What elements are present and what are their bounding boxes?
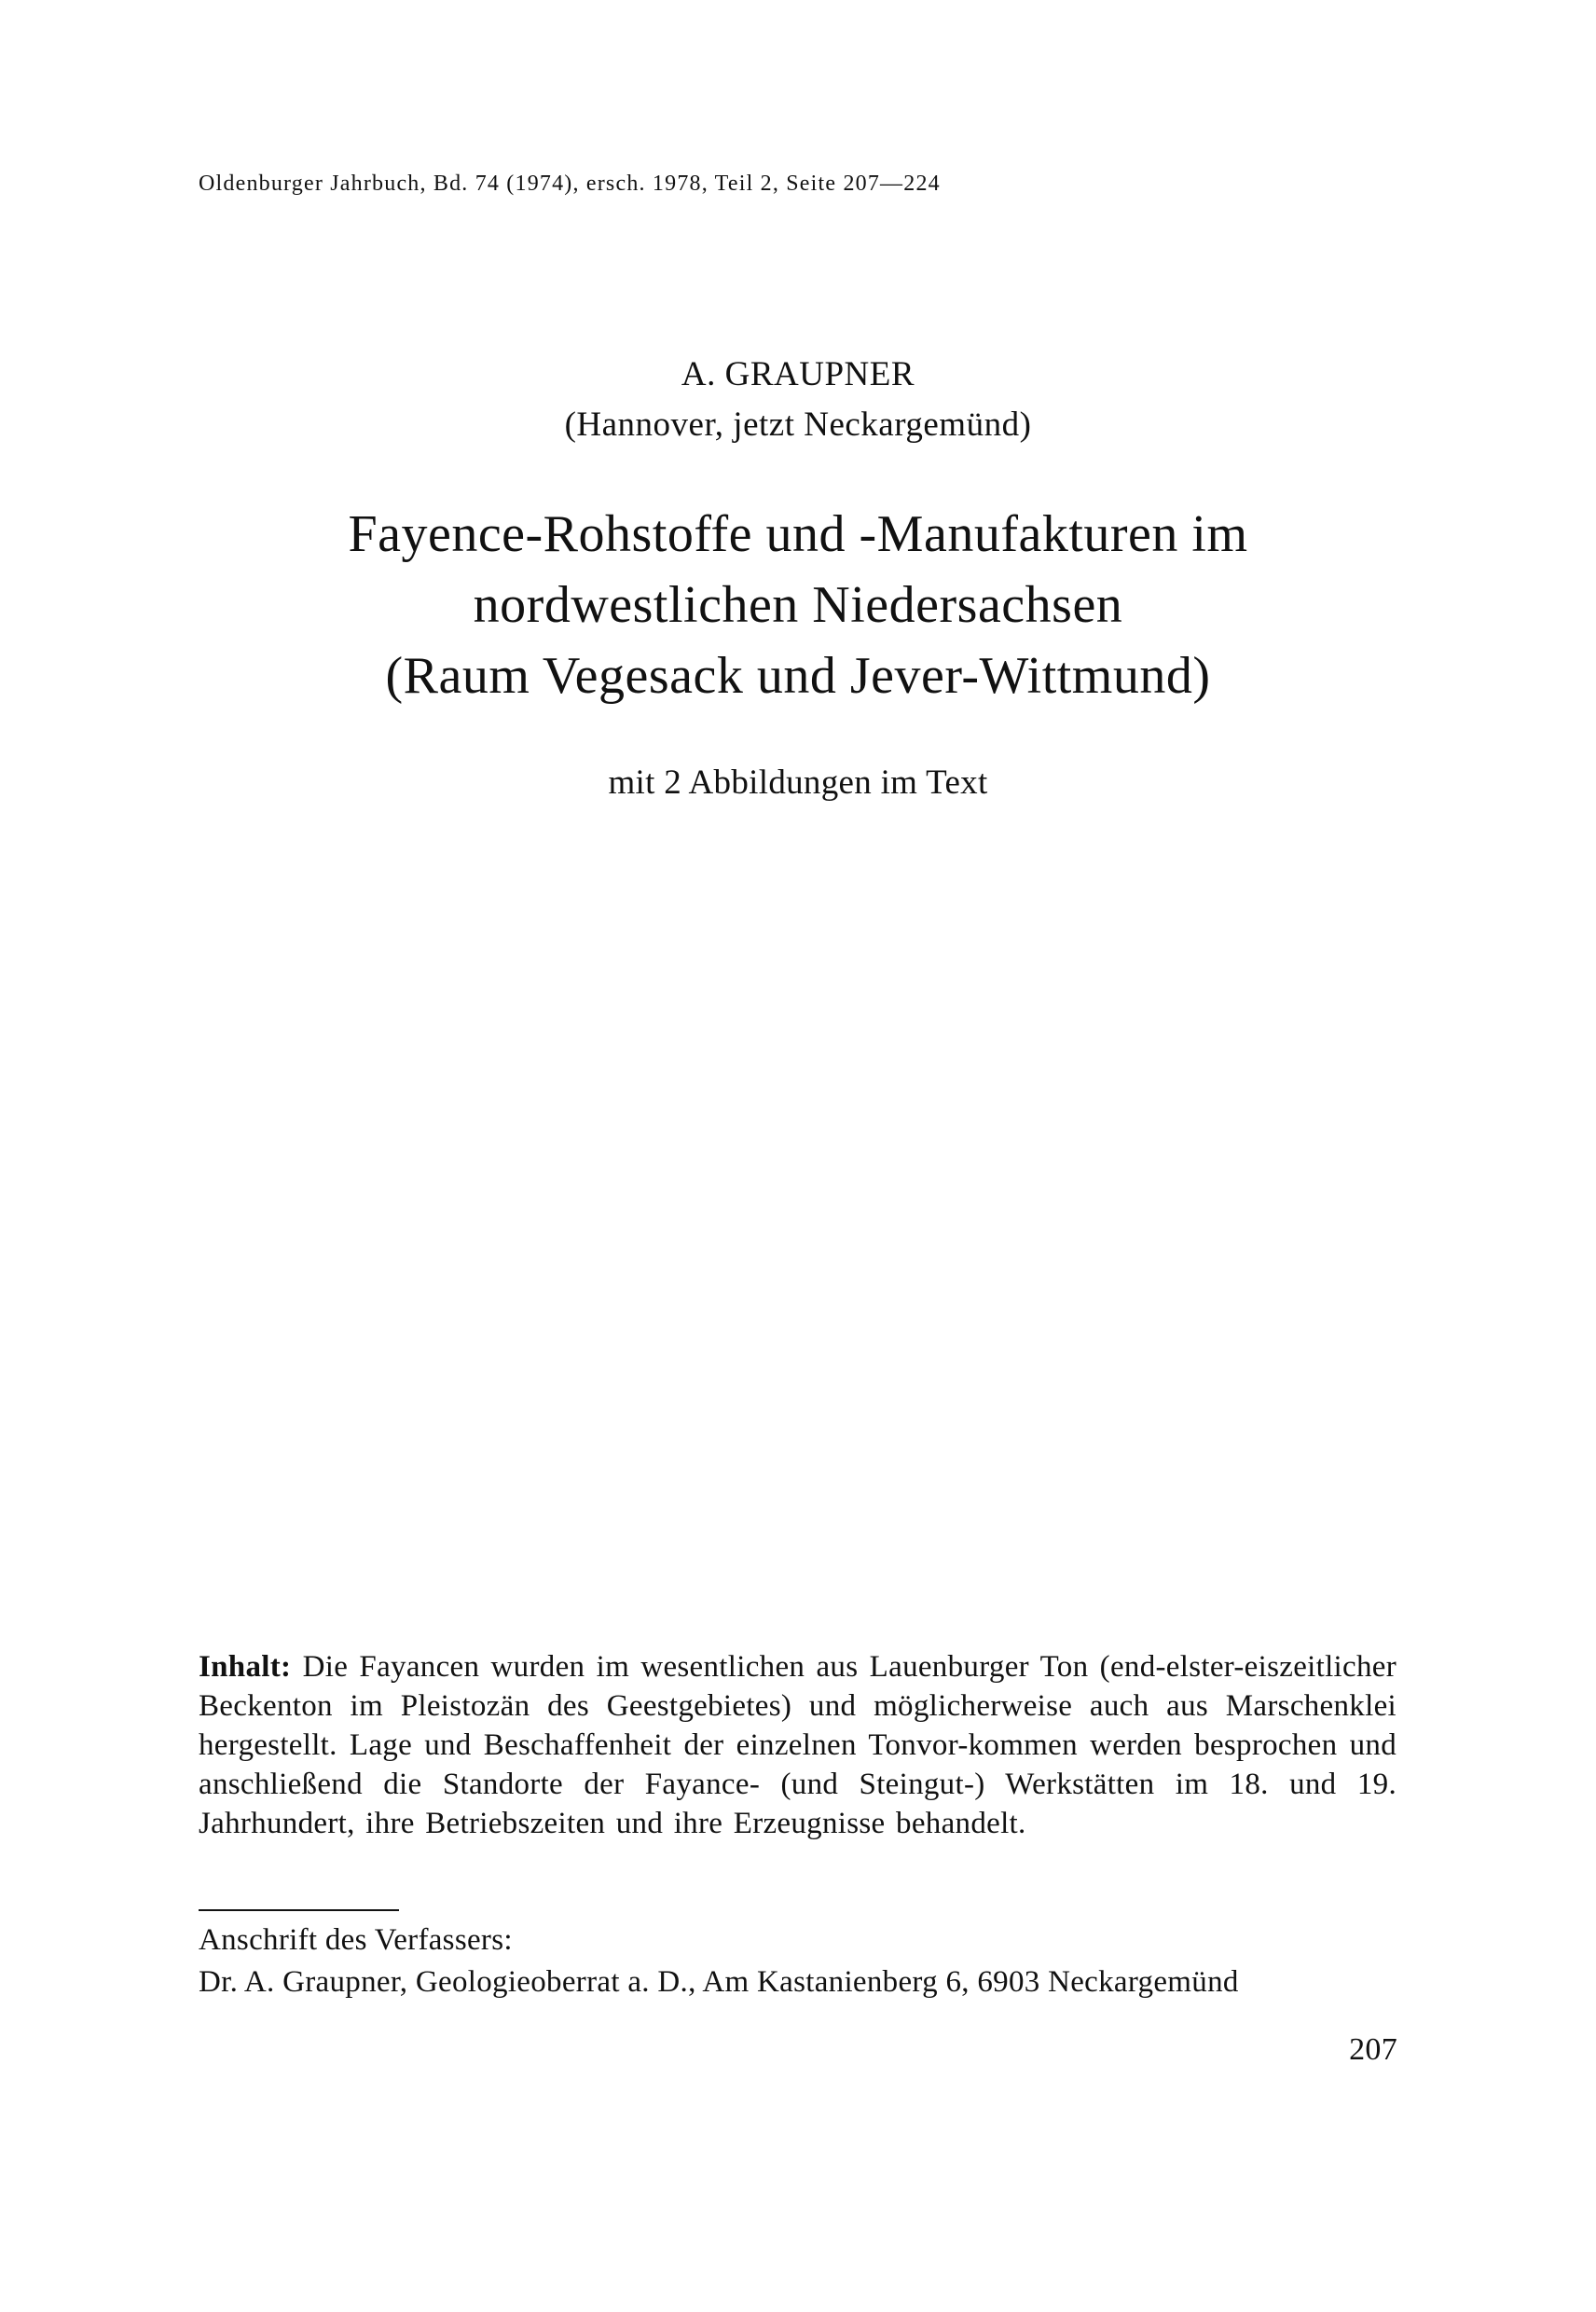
journal-citation: Oldenburger Jahrbuch, Bd. 74 (1974), ersch. 1978, Teil 2, Seite 207—224 <box>199 172 941 196</box>
author-block <box>0 350 1596 450</box>
article-title <box>0 499 1596 711</box>
author-affiliation: (Hannover, jetzt Neckargemünd) <box>564 406 1032 444</box>
title-line: Fayence-Rohstoffe und -Manufakturen im <box>348 505 1248 563</box>
abstract-label: Inhalt: <box>199 1650 292 1684</box>
article-subtitle: mit 2 Abbildungen im Text <box>608 764 988 802</box>
author-name: A. GRAUPNER <box>681 355 915 393</box>
footnote-divider <box>199 1909 399 1911</box>
author-address: Dr. A. Graupner, Geologieoberrat a. D., Am Kastanienberg 6, 6903 Neckargemünd <box>199 1965 1239 1999</box>
abstract <box>199 1647 1396 1843</box>
author-address-label: Anschrift des Verfassers: <box>199 1923 513 1957</box>
title-line: (Raum Vegesack und Jever-Wittmund) <box>385 647 1211 705</box>
page-number: 207 <box>1349 2032 1397 2067</box>
abstract-text: Die Fayancen wurden im wesentlichen aus Lauenburger Ton (end-elster-eiszeitlicher Beckenton im Pleistozän des Geestgebietes) und möglicherweise auch aus Marschenklei hergestellt. Lage und Beschaffenheit der einzelnen Tonvor-kommen werden besprochen und anschließend die Standorte der Fayance- (und Steingut-) Werkstätten im 18. und 19. Jahrhundert, ihre Betriebszeiten und ihre Erzeugnisse behandelt. <box>199 1650 1396 1840</box>
title-line: nordwestlichen Niedersachsen <box>473 576 1123 634</box>
